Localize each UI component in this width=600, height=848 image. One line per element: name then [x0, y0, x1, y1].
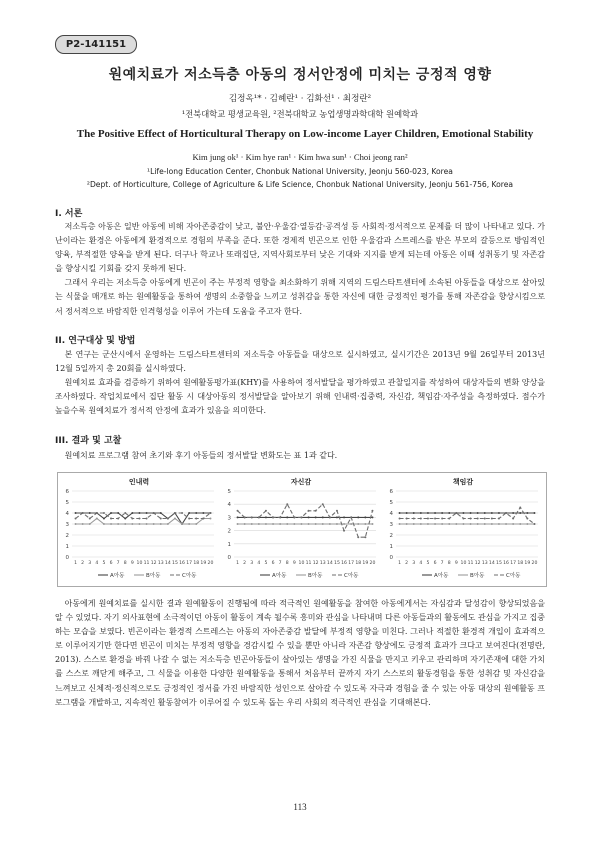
title-english: The Positive Effect of Horticultural Therapy on Low-income Layer Children, Emotional Stability: [76, 128, 534, 140]
section-heading-results: III. 결과 및 고찰: [55, 436, 122, 446]
data-point: [110, 512, 112, 514]
data-point: [427, 523, 429, 525]
legend-label: C아동: [182, 573, 197, 579]
data-point: [484, 518, 486, 520]
data-point: [251, 516, 253, 518]
x-tick-label: 5: [264, 561, 268, 566]
x-tick-label: 7: [440, 561, 444, 566]
data-point: [75, 512, 77, 514]
data-point: [441, 523, 443, 525]
x-tick-label: 15: [172, 561, 178, 566]
x-tick-label: 13: [481, 561, 488, 566]
data-point: [308, 523, 310, 525]
data-point: [251, 523, 253, 525]
x-tick-label: 10: [460, 561, 467, 566]
charts-svg: [58, 473, 546, 586]
data-point: [138, 523, 140, 525]
y-tick-label: 2: [389, 533, 393, 539]
data-point: [195, 512, 197, 514]
x-tick-label: 14: [488, 561, 495, 566]
data-point: [322, 503, 324, 505]
x-tick-label: 7: [116, 561, 120, 566]
x-tick-label: 14: [326, 561, 333, 566]
data-point: [413, 512, 415, 514]
affiliation-english-1: ¹Life-long Education Center, Chonbuk National University, Jeonju 560-023, Korea: [147, 167, 453, 176]
data-point: [498, 518, 500, 520]
data-point: [195, 518, 197, 520]
x-tick-label: 11: [143, 561, 150, 566]
x-tick-label: 1: [398, 561, 402, 566]
data-point: [174, 512, 176, 514]
data-point: [146, 518, 148, 520]
page-number: 113: [293, 802, 307, 812]
x-tick-label: 4: [257, 561, 261, 566]
x-tick-label: 6: [271, 561, 275, 566]
data-point: [96, 518, 98, 520]
data-point: [371, 516, 373, 518]
x-tick-label: 4: [419, 561, 423, 566]
data-point: [434, 512, 436, 514]
data-point: [244, 516, 246, 518]
data-point: [124, 523, 126, 525]
y-tick-label: 5: [389, 500, 393, 506]
data-point: [286, 503, 288, 505]
data-point: [167, 523, 169, 525]
data-point: [357, 523, 359, 525]
data-point: [167, 518, 169, 520]
data-point: [89, 518, 91, 520]
y-tick-label: 1: [389, 544, 393, 550]
data-point: [491, 512, 493, 514]
x-tick-label: 11: [467, 561, 474, 566]
x-tick-label: 20: [369, 561, 376, 566]
x-tick-label: 19: [200, 561, 207, 566]
data-point: [300, 523, 302, 525]
title-korean: 원예치료가 저소득층 아동의 정서안정에 미치는 긍정적 영향: [108, 67, 492, 83]
paragraph: 아동에게 원예치료를 실시한 결과 원예활동이 진행됨에 따라 적극적인 원예활동을 참여한 아동에게서는 자심감과 달성감이 향상되었음을 알 수 있었다. 자기 의사표현에 소극적이던 아동이 활동이 계속 될수록 흥미와 관심을 나타내며 다른 아동들과의 활동에도 관심을 가지고 집중하는 모습을 보였다. 빈곤이라는 환경적 스트레스는 아동의 자아존중감 발달에 부정적 영향을 미친다. 그러나 적절한 환경적 개입이 효과적으로 이루어지기만 한다면 빈곤이 미치는 부정적 영향을 경감시킬 수 있을 뿐만 아니라 자존감 향상에도 긍정적 효과가 크다고 보여진다(전명란, 2013). 스스로 환경을 바꿔 나갈 수 없는 저소득층 빈곤아동들이 살아있는 생명을 가진 식물을 만지고 키우고 관리하며 자기존재에 대한 가치를 스스로 깨닫게 해주고, 그 식물을 이용한 다양한 원예활동을 통해서 처음부터 끝까지 자기 스스로의 활동경험을 통한 성취감 및 자신감을 느껴보고 신체적·정신적으로도 긍정적인 정서를 가진 바람직한 성인으로 살아갈 수 있도록 자극과 경험을 줄 수 있는 아동 대상의 원예활동 프로그램을 개발하고, 지속적인 활동참여가 이루어질 수 있도록 돕는 우리 사회의 적극적인 관심을 기대해본다.: [55, 599, 545, 707]
y-tick-label: 1: [227, 541, 231, 548]
y-tick-label: 4: [227, 502, 231, 509]
data-point: [131, 523, 133, 525]
data-point: [75, 523, 77, 525]
x-tick-label: 15: [496, 561, 502, 566]
data-point: [462, 518, 464, 520]
data-point: [364, 523, 366, 525]
legend-label: A아동: [272, 573, 287, 579]
affiliation-korean: ¹전북대학교 평생교육원, ²전북대학교 농업생명과학대학 원예학과: [181, 109, 419, 119]
paragraph: 원예치료 효과를 검증하기 위하여 원예활동평가표(KHY)를 사용하여 정서발달을 평가하였고 관찰일지를 작성하여 대상자들의 변화 양상을 조사하였다. 작업치료에서 집단 활동 시 대상아동의 정서발달을 알아보기 위해 인내력·집중력, 자신감, 책임감·자주성을 측정하였다. 점수가 높을수록 원예치료가 정서적 안정에 효과가 있음을 의미한다.: [55, 378, 545, 416]
data-point: [413, 523, 415, 525]
x-tick-label: 19: [362, 561, 369, 566]
data-point: [343, 516, 345, 518]
figure-charts: [57, 472, 547, 587]
legend-label: B아동: [470, 573, 485, 579]
data-point: [343, 523, 345, 525]
x-tick-label: 12: [312, 561, 319, 566]
data-point: [146, 523, 148, 525]
data-point: [237, 516, 239, 518]
data-point: [322, 516, 324, 518]
data-point: [350, 516, 352, 518]
data-point: [505, 523, 507, 525]
data-point: [350, 523, 352, 525]
data-point: [413, 518, 415, 520]
data-point: [265, 516, 267, 518]
data-point: [131, 512, 133, 514]
data-point: [533, 523, 535, 525]
data-point: [181, 523, 183, 525]
paragraph: 그래서 우리는 저소득층 아동에게 빈곤이 주는 부정적 영향을 최소화하기 위해 지역의 드림스타트센터에 소속된 아동들을 대상으로 살아있는 식물을 매개로 하는 원예활동을 통하여 생명의 소중함을 느끼고 성취감을 통한 자신에 대한 긍정적인 평가를 통해 자존감을 향상시킴으로서 정서적으로 바람직한 인격형성을 이루어 가는데 도움을 주고자 한다.: [55, 278, 545, 316]
x-tick-label: 2: [243, 561, 247, 566]
x-tick-label: 2: [405, 561, 409, 566]
data-point: [470, 518, 472, 520]
x-tick-label: 10: [298, 561, 305, 566]
paragraph: 본 연구는 군산시에서 운영하는 드림스타트센터의 저소득층 아동들을 대상으로 실시하였고, 실시기간은 2013년 9월 26일부터 2013년 12월 5일까지 총 20회를 실시하였다.: [55, 350, 545, 374]
data-point: [181, 512, 183, 514]
data-point: [315, 510, 317, 512]
data-point: [364, 516, 366, 518]
series-line: [400, 508, 535, 525]
data-point: [124, 518, 126, 520]
data-point: [209, 512, 211, 514]
data-point: [160, 512, 162, 514]
x-tick-label: 18: [355, 561, 362, 566]
data-point: [237, 523, 239, 525]
data-point: [89, 512, 91, 514]
x-tick-label: 12: [150, 561, 157, 566]
x-tick-label: 13: [319, 561, 326, 566]
x-tick-label: 16: [179, 561, 185, 566]
section-heading-methods: II. 연구대상 및 방법: [55, 336, 136, 346]
data-point: [308, 516, 310, 518]
data-point: [131, 518, 133, 520]
section-body-results-intro: [55, 449, 545, 463]
data-point: [244, 523, 246, 525]
section-body-intro: [55, 220, 545, 319]
data-point: [110, 523, 112, 525]
data-point: [470, 523, 472, 525]
data-point: [188, 512, 190, 514]
y-tick-label: 3: [227, 515, 231, 522]
paragraph: 원예치료 프로그램 참여 초기와 후기 아동들의 정서발달 변화도는 표 1과 같다.: [64, 451, 338, 460]
data-point: [399, 518, 401, 520]
legend-label: B아동: [146, 573, 161, 579]
data-point: [399, 523, 401, 525]
data-point: [448, 512, 450, 514]
x-tick-label: 6: [433, 561, 437, 566]
data-point: [188, 518, 190, 520]
data-point: [117, 512, 119, 514]
x-tick-label: 8: [447, 561, 451, 566]
x-tick-label: 18: [193, 561, 200, 566]
data-point: [258, 516, 260, 518]
data-point: [202, 512, 204, 514]
data-point: [336, 510, 338, 512]
chart-title: 책임감: [452, 478, 474, 486]
data-point: [399, 512, 401, 514]
paper-id-badge: P2-141151: [55, 35, 137, 54]
data-point: [293, 523, 295, 525]
data-point: [462, 523, 464, 525]
x-tick-label: 7: [278, 561, 282, 566]
data-point: [448, 523, 450, 525]
x-tick-label: 6: [109, 561, 113, 566]
x-tick-label: 19: [524, 561, 531, 566]
data-point: [434, 518, 436, 520]
y-tick-label: 3: [389, 522, 393, 528]
data-point: [209, 518, 211, 520]
x-tick-label: 5: [102, 561, 106, 566]
affiliation-english-2: ²Dept. of Horticulture, College of Agriculture & Life Science, Chonbuk National University, Jeonju 561-756, Korea: [86, 180, 514, 189]
data-point: [371, 523, 373, 525]
data-point: [526, 518, 528, 520]
data-point: [110, 518, 112, 520]
legend-label: A아동: [434, 573, 449, 579]
data-point: [75, 518, 77, 520]
series-line: [76, 513, 211, 519]
data-point: [322, 523, 324, 525]
y-tick-label: 2: [227, 528, 231, 535]
x-tick-label: 9: [454, 561, 458, 566]
data-point: [455, 512, 457, 514]
section-body-results: [55, 597, 545, 710]
x-tick-label: 5: [426, 561, 430, 566]
data-point: [484, 523, 486, 525]
data-point: [526, 512, 528, 514]
data-point: [336, 516, 338, 518]
legend-label: A아동: [110, 573, 125, 579]
series-line: [76, 519, 211, 525]
x-tick-label: 10: [136, 561, 143, 566]
y-tick-label: 3: [65, 522, 69, 528]
y-tick-label: 6: [65, 489, 69, 495]
data-point: [533, 512, 535, 514]
legend-label: C아동: [344, 573, 359, 579]
data-point: [357, 516, 359, 518]
data-point: [117, 523, 119, 525]
data-point: [336, 523, 338, 525]
data-point: [477, 523, 479, 525]
legend-label: B아동: [308, 573, 323, 579]
data-point: [293, 516, 295, 518]
data-point: [124, 512, 126, 514]
y-tick-label: 4: [389, 511, 393, 517]
x-tick-label: 17: [348, 561, 355, 566]
data-point: [272, 523, 274, 525]
x-tick-label: 15: [334, 561, 340, 566]
data-point: [103, 512, 105, 514]
x-tick-label: 20: [207, 561, 214, 566]
data-point: [188, 523, 190, 525]
data-point: [441, 512, 443, 514]
data-point: [82, 523, 84, 525]
data-point: [519, 507, 521, 509]
section-heading-intro: I. 서론: [55, 209, 83, 219]
x-tick-label: 17: [186, 561, 193, 566]
data-point: [103, 523, 105, 525]
data-point: [195, 523, 197, 525]
data-point: [153, 512, 155, 514]
data-point: [441, 518, 443, 520]
data-point: [258, 523, 260, 525]
data-point: [315, 516, 317, 518]
y-tick-label: 4: [65, 511, 69, 517]
data-point: [512, 523, 514, 525]
data-point: [477, 512, 479, 514]
x-tick-label: 3: [412, 561, 416, 566]
x-tick-label: 14: [164, 561, 171, 566]
data-point: [329, 516, 331, 518]
data-point: [286, 523, 288, 525]
data-point: [455, 523, 457, 525]
data-point: [462, 512, 464, 514]
data-point: [427, 512, 429, 514]
x-tick-label: 3: [250, 561, 254, 566]
data-point: [491, 518, 493, 520]
authors-english: Kim jung ok¹ · Kim hye ran¹ · Kim hwa sun¹ · Choi jeong ran²: [192, 152, 408, 162]
paragraph: 저소득층 아동은 일반 아동에 비해 자아존중감이 낮고, 불안·우울감·열등감·공격성 등 사회적·정서적으로 문제를 더 많이 나타내고 있다. 가난이라는 환경은 아동에게 환경적으로 경험의 부족을 준다. 또한 경제적 빈곤으로 인한 우울감과 스트레스를 받은 부모의 갈등으로 방임적인 양육, 부적절한 양육을 받게 된다. 더구나 학교나 또래집단, 지역사회로부터 낮은 기대와 지지를 받게 되는데 아동은 이때 성취동기 및 자존감을 향상시킬 기회를 갖지 못하게 된다.: [55, 222, 545, 274]
data-point: [470, 512, 472, 514]
x-tick-label: 2: [81, 561, 85, 566]
y-tick-label: 0: [389, 555, 393, 561]
data-point: [371, 510, 373, 512]
data-point: [526, 523, 528, 525]
data-point: [272, 516, 274, 518]
x-tick-label: 17: [510, 561, 517, 566]
data-point: [505, 512, 507, 514]
data-point: [406, 518, 408, 520]
chart-title: 자신감: [290, 478, 312, 486]
data-point: [406, 512, 408, 514]
legend-label: C아동: [506, 573, 521, 579]
x-tick-label: 16: [503, 561, 509, 566]
data-point: [174, 518, 176, 520]
data-point: [315, 523, 317, 525]
data-point: [420, 523, 422, 525]
x-tick-label: 1: [236, 561, 240, 566]
x-tick-label: 4: [95, 561, 99, 566]
data-point: [103, 518, 105, 520]
data-point: [146, 512, 148, 514]
y-tick-label: 5: [65, 500, 69, 506]
data-point: [477, 518, 479, 520]
x-tick-label: 3: [88, 561, 92, 566]
data-point: [406, 523, 408, 525]
x-tick-label: 8: [123, 561, 127, 566]
data-point: [484, 512, 486, 514]
y-tick-label: 2: [65, 533, 69, 539]
x-tick-label: 8: [285, 561, 289, 566]
series-line: [238, 504, 373, 537]
section-body-methods: [55, 348, 545, 418]
data-point: [491, 523, 493, 525]
x-tick-label: 11: [305, 561, 312, 566]
y-tick-label: 0: [65, 555, 69, 561]
x-tick-label: 13: [157, 561, 164, 566]
authors-korean: 김정옥¹* · 김혜란¹ · 김화선¹ · 최정란²: [228, 94, 372, 104]
data-point: [237, 510, 239, 512]
y-tick-label: 1: [65, 544, 69, 550]
x-tick-label: 20: [531, 561, 538, 566]
data-point: [265, 523, 267, 525]
data-point: [519, 523, 521, 525]
data-point: [279, 516, 281, 518]
data-point: [286, 516, 288, 518]
data-point: [279, 523, 281, 525]
data-point: [138, 518, 140, 520]
data-point: [300, 516, 302, 518]
data-point: [427, 518, 429, 520]
data-point: [153, 523, 155, 525]
data-point: [512, 512, 514, 514]
data-point: [519, 512, 521, 514]
data-point: [498, 523, 500, 525]
data-point: [96, 512, 98, 514]
data-point: [160, 518, 162, 520]
data-point: [498, 512, 500, 514]
y-tick-label: 5: [227, 489, 231, 495]
x-tick-label: 9: [130, 561, 134, 566]
data-point: [265, 510, 267, 512]
data-point: [308, 510, 310, 512]
x-tick-label: 12: [474, 561, 481, 566]
y-tick-label: 0: [227, 555, 231, 561]
data-point: [364, 536, 366, 538]
data-point: [448, 518, 450, 520]
x-tick-label: 9: [292, 561, 296, 566]
data-point: [420, 518, 422, 520]
data-point: [202, 518, 204, 520]
data-point: [82, 512, 84, 514]
data-point: [89, 523, 91, 525]
chart-title: 인내력: [128, 478, 150, 486]
data-point: [357, 536, 359, 538]
data-point: [160, 523, 162, 525]
x-tick-label: 1: [74, 561, 78, 566]
data-point: [117, 518, 119, 520]
x-tick-label: 18: [517, 561, 524, 566]
x-tick-label: 16: [341, 561, 347, 566]
y-tick-label: 6: [389, 489, 393, 495]
data-point: [343, 530, 345, 532]
data-point: [512, 518, 514, 520]
data-point: [329, 523, 331, 525]
data-point: [138, 512, 140, 514]
data-point: [420, 512, 422, 514]
data-point: [434, 523, 436, 525]
